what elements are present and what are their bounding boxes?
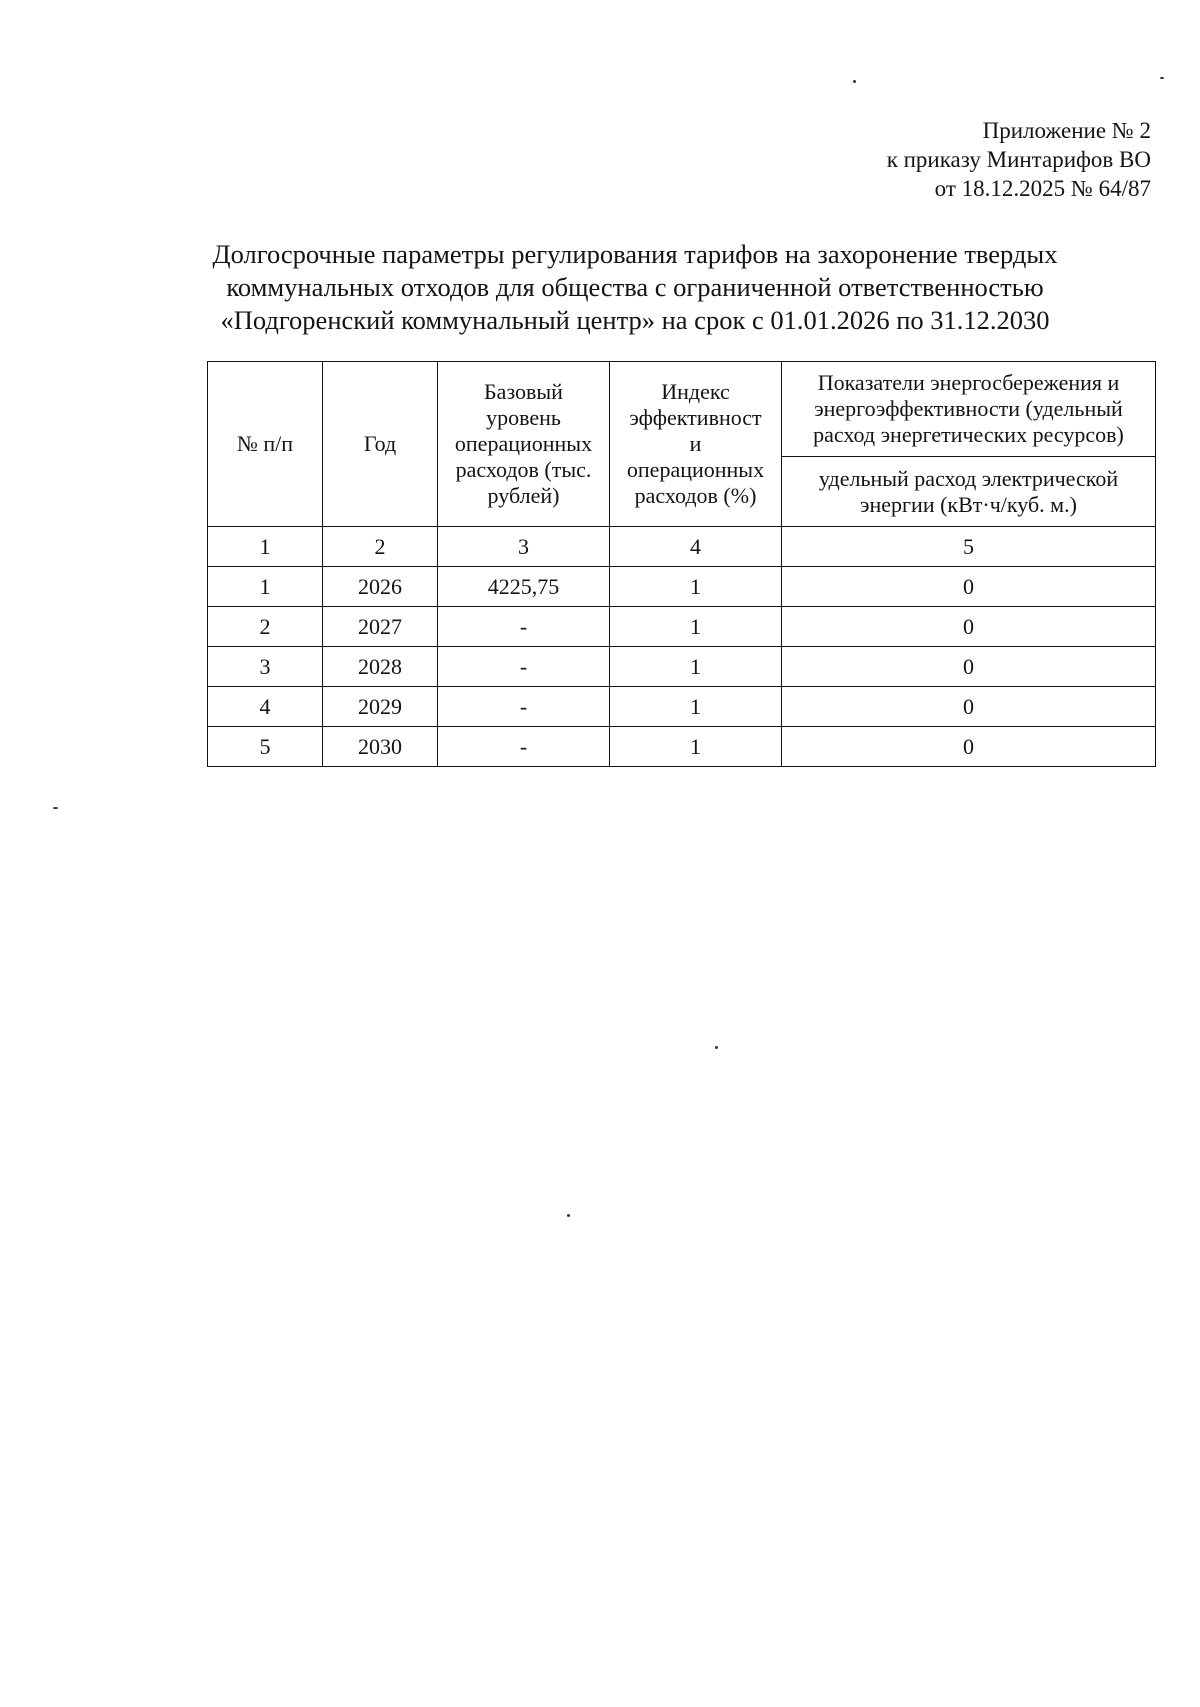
table-row	[208, 607, 1156, 647]
header-index-line: и	[689, 431, 702, 456]
header-energy-line: расход энергетических ресурсов)	[813, 422, 1124, 447]
appendix-reference	[887, 116, 1151, 203]
appendix-date: от 18.12.2025 № 64/87	[934, 176, 1151, 201]
column-number-row	[208, 527, 1156, 567]
appendix-number: Приложение № 2	[982, 118, 1151, 143]
header-base-line: операционных	[454, 431, 593, 456]
header-index-line: Индекс	[661, 379, 730, 404]
cell-year: 2029	[323, 687, 438, 727]
header-num: № п/п	[208, 362, 323, 527]
cell-base: -	[438, 607, 610, 647]
cell-base: -	[438, 647, 610, 687]
column-number: 5	[782, 527, 1156, 567]
cell-energy: 0	[782, 607, 1156, 647]
cell-year: 2027	[323, 607, 438, 647]
table-row	[208, 647, 1156, 687]
cell-year: 2030	[323, 727, 438, 767]
table-row	[208, 727, 1156, 767]
cell-num: 5	[208, 727, 323, 767]
header-efficiency-index	[610, 362, 782, 527]
header-energy-sub-line: энергии (кВт·ч/куб. м.)	[860, 491, 1077, 517]
appendix-order: к приказу Минтарифов ВО	[886, 147, 1151, 172]
cell-index: 1	[610, 607, 782, 647]
header-base-line: уровень	[486, 405, 561, 430]
table-row	[208, 687, 1156, 727]
header-index-line: эффективност	[629, 405, 762, 430]
cell-energy: 0	[782, 647, 1156, 687]
cell-base: -	[438, 687, 610, 727]
column-number: 3	[438, 527, 610, 567]
header-index-line: операционных	[626, 457, 765, 482]
cell-num: 2	[208, 607, 323, 647]
cell-energy: 0	[782, 687, 1156, 727]
cell-index: 1	[610, 647, 782, 687]
header-base-line: рублей)	[487, 483, 560, 508]
title-line-1: Долгосрочные параметры регулирования тарифов на захоронение твердых	[212, 239, 1058, 269]
cell-year: 2026	[323, 567, 438, 607]
scan-speck	[853, 80, 856, 83]
document-title	[190, 238, 1080, 337]
cell-index: 1	[610, 727, 782, 767]
cell-base: -	[438, 727, 610, 767]
cell-energy: 0	[782, 727, 1156, 767]
cell-year: 2028	[323, 647, 438, 687]
table-row	[208, 567, 1156, 607]
scan-speck	[53, 807, 58, 809]
column-number: 1	[208, 527, 323, 567]
scan-speck	[1160, 77, 1164, 79]
header-base-level	[438, 362, 610, 527]
header-base-line: Базовый	[484, 379, 563, 404]
cell-num: 3	[208, 647, 323, 687]
header-base-line: расходов (тыс.	[455, 457, 592, 482]
header-year: Год	[323, 362, 438, 527]
cell-index: 1	[610, 687, 782, 727]
header-energy-sub-line: удельный расход электрической	[818, 465, 1119, 491]
cell-energy: 0	[782, 567, 1156, 607]
parameters-table	[207, 361, 1156, 767]
title-line-3: «Подгоренский коммунальный центр» на срок с 01.01.2026 по 31.12.2030	[220, 305, 1050, 335]
cell-num: 4	[208, 687, 323, 727]
cell-num: 1	[208, 567, 323, 607]
header-energy-group	[782, 362, 1156, 457]
column-number: 4	[610, 527, 782, 567]
column-number: 2	[323, 527, 438, 567]
title-line-2: коммунальных отходов для общества с ограниченной ответственностью	[226, 272, 1044, 302]
header-index-line: расходов (%)	[634, 483, 757, 508]
scan-speck	[567, 1214, 570, 1217]
header-energy-line: энергоэффективности (удельный	[814, 396, 1123, 421]
cell-index: 1	[610, 567, 782, 607]
scan-speck	[715, 1046, 718, 1049]
header-energy-sub	[782, 457, 1156, 527]
cell-base: 4225,75	[438, 567, 610, 607]
header-energy-line: Показатели энергосбережения и	[817, 370, 1120, 395]
